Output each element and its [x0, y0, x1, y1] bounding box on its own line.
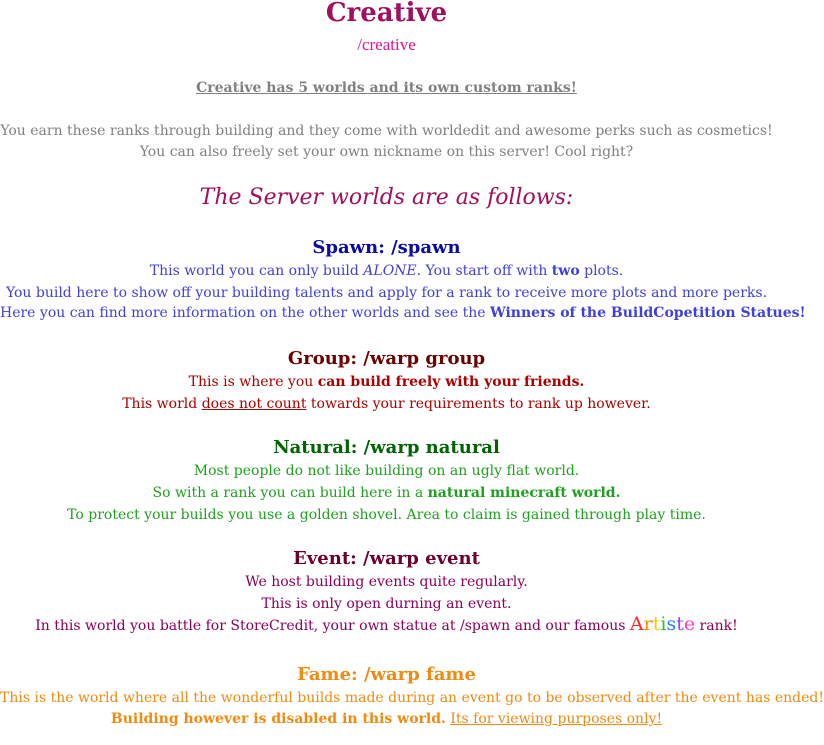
event-line-3-a: In this world you battle for StoreCredit, your own statue at /spawn and our famous: [35, 618, 630, 634]
spawn-line-3-a: Here you can find more information on the other worlds and see the: [0, 305, 491, 321]
worlds-heading: The Server worlds are as follows:: [199, 185, 574, 210]
group-line-2-c: towards your requirements to rank up however.: [306, 396, 651, 412]
natural-line-2: [0, 486, 773, 500]
event-heading: Event: /warp event: [293, 548, 480, 569]
natural-heading: Natural: /warp natural: [273, 437, 500, 458]
event-line-3-c: rank!: [695, 618, 738, 634]
group-does-not-count: does not count: [201, 396, 307, 412]
event-line-3: [0, 615, 773, 634]
event-line-1: We host building events quite regularly.: [245, 574, 528, 590]
fame-viewing-only: Its for viewing purposes only!: [450, 711, 663, 727]
spawn-line-1-a: This world you can only build: [149, 263, 364, 279]
artiste-letter: t: [652, 613, 661, 635]
creative-command: /creative: [357, 35, 416, 54]
group-line-2-a: This world: [122, 396, 202, 412]
group-heading: Group: /warp group: [287, 348, 486, 369]
spawn-line-3: [0, 305, 806, 321]
fame-disabled: Building however is disabled in this world.: [110, 711, 446, 727]
group-line-1-a: This is where you: [188, 374, 318, 390]
artiste-letter: e: [683, 613, 696, 635]
fame-line-2: [0, 712, 773, 726]
artiste-letter: r: [643, 613, 653, 635]
group-line-2: [0, 397, 773, 411]
spawn-two: two: [551, 263, 580, 279]
intro-headline: Creative has 5 worlds and its own custom ranks!: [196, 80, 577, 96]
natural-line-2-a: So with a rank you can build here in a: [152, 485, 428, 501]
natural-line-3: To protect your builds you use a golden shovel. Area to claim is gained through play time.: [67, 507, 706, 523]
fame-heading: Fame: /warp fame: [297, 664, 476, 685]
spawn-line-1: [0, 264, 773, 278]
artiste-letter: s: [666, 613, 677, 635]
artiste-letter: A: [629, 613, 644, 635]
intro-line-2: You can also freely set your own nickname on this server! Cool right?: [139, 144, 634, 160]
natural-line-1: Most people do not like building on an ugly flat world.: [193, 463, 580, 479]
spawn-line-1-e: plots.: [579, 263, 624, 279]
spawn-heading: Spawn: /spawn: [312, 237, 461, 258]
page-title: Creative: [325, 0, 448, 28]
spawn-line-2: You build here to show off your building talents and apply for a rank to receive more plots and more perks.: [5, 285, 768, 301]
event-line-2: This is only open durning an event.: [261, 596, 512, 612]
intro-line-1: You earn these ranks through building and they come with worldedit and awesome perks such as cosmetics!: [0, 123, 773, 139]
group-build-freely: can build freely with your friends.: [317, 374, 585, 390]
artiste-rank-name: [630, 613, 695, 635]
artiste-letter: t: [676, 613, 684, 635]
natural-world: natural minecraft world.: [427, 485, 621, 501]
group-line-1: [0, 375, 773, 389]
spawn-line-1-c: . You start off with: [416, 263, 552, 279]
artiste-letter: i: [660, 613, 667, 635]
spawn-winners: Winners of the BuildCopetition Statues!: [490, 305, 806, 321]
spawn-alone: ALONE: [363, 263, 417, 279]
fame-line-1: This is the world where all the wonderful builds made during an event go to be observed after the event has ended!: [0, 690, 824, 706]
